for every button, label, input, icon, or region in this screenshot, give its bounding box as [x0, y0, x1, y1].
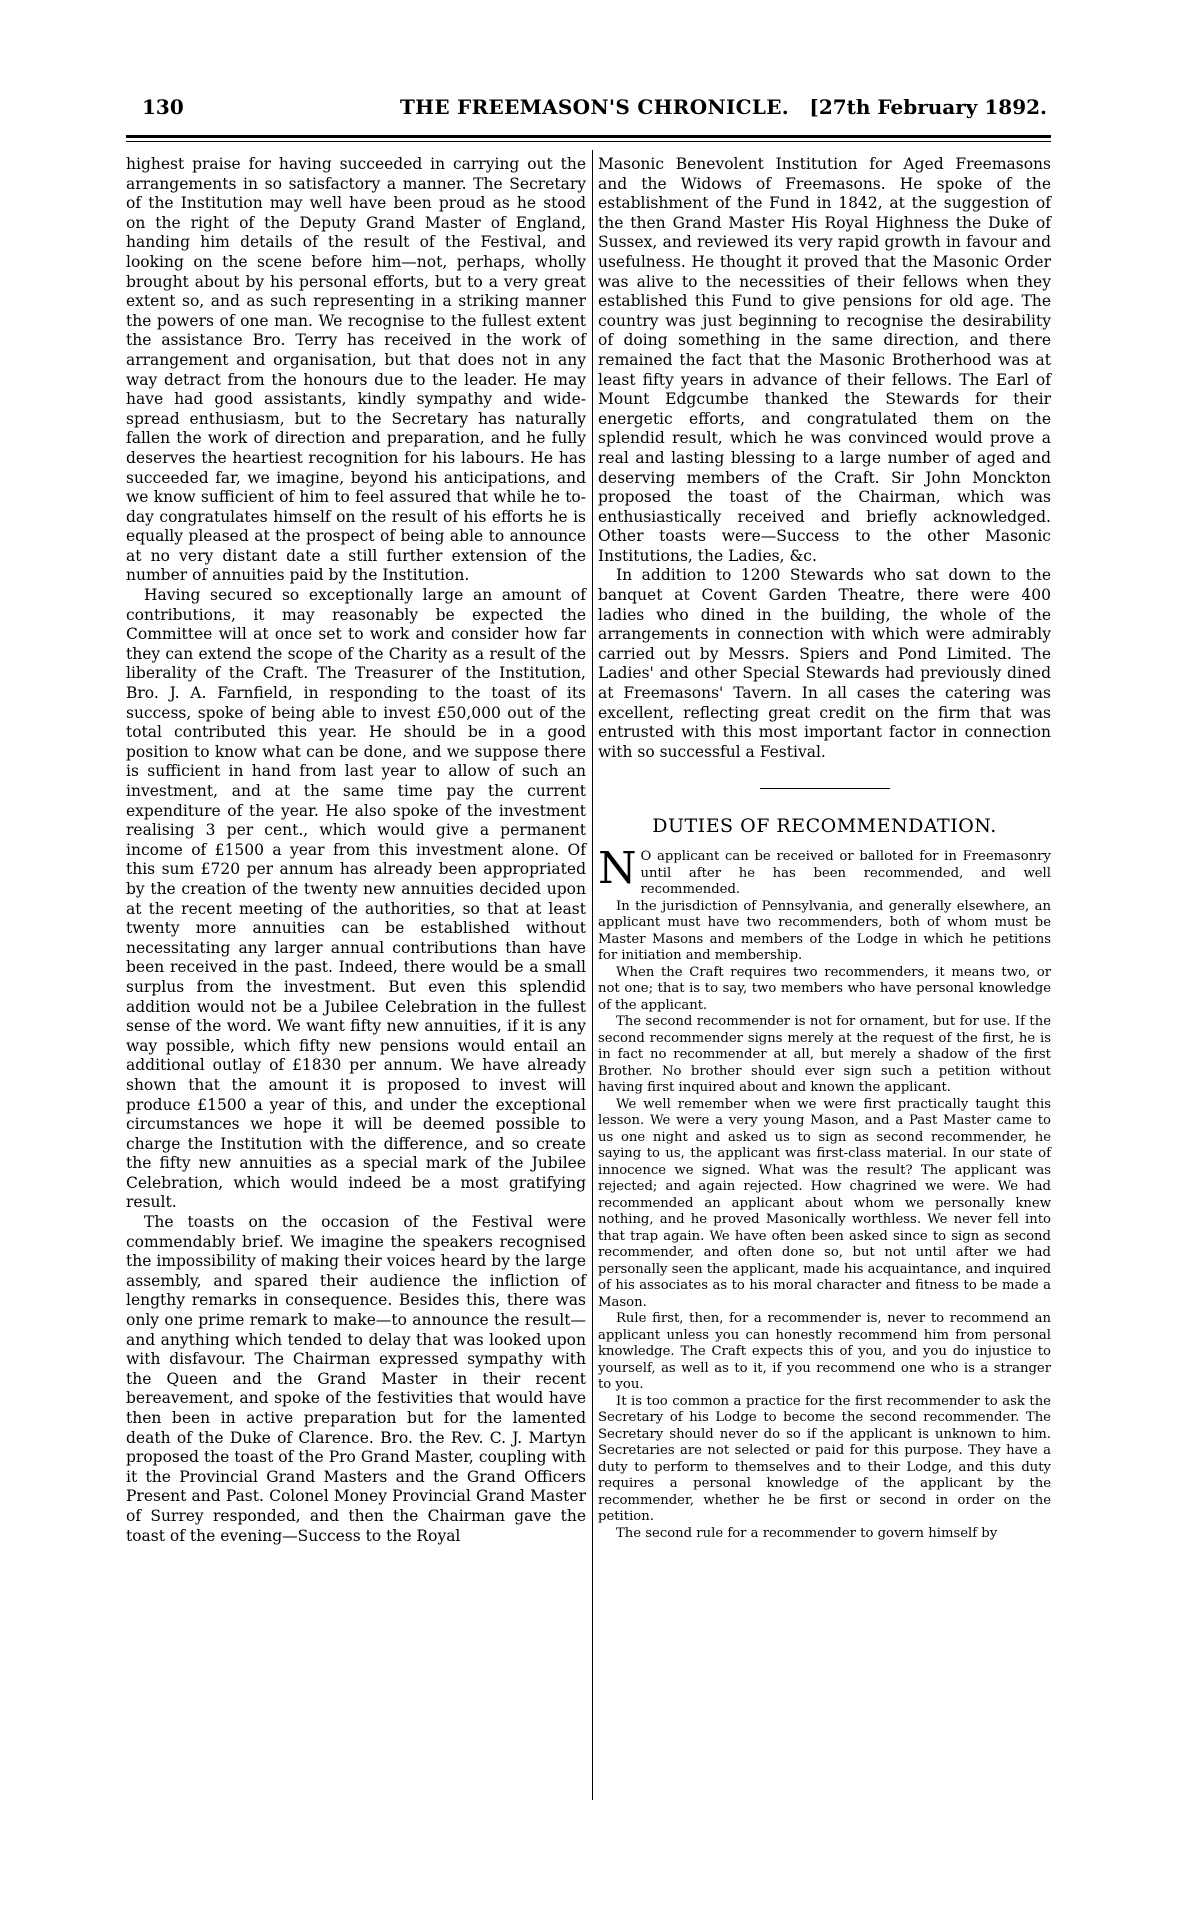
- page-header: [142, 95, 1047, 125]
- header-rule-thick: [126, 135, 1051, 138]
- article-paragraph: When the Craft requires two recommenders, it means two, or not one; that is to say, two members who have personal knowledge of the applicant.: [598, 964, 1051, 1013]
- article-paragraph: Having secured so exceptionally large an amount of contributions, it may reasonably be expected the Committee will at once set to work and consider how far they can extend the scope of the Charity as a result of the liberality of the Craft. The Treasurer of the Institution, Bro. J. A. Farnfield, in responding to the toast of its success, spoke of being able to invest £50,000 out of the total contributed this year. He should be in a good position to know what can be done, and we suppose there is sufficient in hand from last year to allow of such an investment, and at the same time pay the current expenditure of the year. He also spoke of the investment realising 3 per cent., which would give a permanent income of £1500 a year from this investment alone. Of this sum £720 per annum has already been appropriated by the creation of the twenty new annuities decided upon at the recent meeting of the authorities, so that at least twenty more annuities can be established without necessitating any larger annual contributions than have been received in the past. Indeed, there would be a small surplus from the investment. But even this splendid addition would not be a Jubilee Celebration in the fullest sense of the word. We want fifty new annuities, if it is any way possible, which fifty new pensions would entail an additional outlay of £1830 per annum. We have already shown that the amount it is proposed to invest will produce £1500 a year of this, and under the exceptional circumstances we hope it will be deemed possible to charge the Institution with the difference, and so create the fifty new annuities as a special mark of the Jubilee Celebration, which would indeed be a most gratifying result.: [126, 586, 586, 1212]
- left-column: [126, 155, 586, 1546]
- column-divider: [592, 150, 593, 1800]
- header-rule-thin: [126, 141, 1051, 142]
- article-paragraph: The toasts on the occasion of the Festival were commendably brief. We imagine the speakers recognised the impossibility of making their voices heard by the large assembly, and spared their audience the infliction of lengthy remarks in consequence. Besides this, there was only one prime remark to make—to announce the result—and anything which tended to delay that was looked upon with disfavour. The Chairman expressed sympathy with the Queen and the Grand Master in their recent bereavement, and spoke of the festivities that would have then been in active preparation but for the lamented death of the Duke of Clarence. Bro. the Rev. C. J. Martyn proposed the toast of the Pro Grand Master, coupling with it the Provincial Grand Masters and the Grand Officers Present and Past. Colonel Money Provincial Grand Master of Surrey responded, and then the Chairman gave the toast of the evening—Success to the Royal: [126, 1213, 586, 1545]
- article-paragraph: In the jurisdiction of Pennsylvania, and generally elsewhere, an applicant must have two recommenders, both of whom must be Master Masons and members of the Lodge in which he petitions for initiation and membership.: [598, 898, 1051, 964]
- publication-title: THE FREEMASON'S CHRONICLE.: [399, 95, 790, 119]
- section-title: DUTIES OF RECOMMENDATION.: [652, 815, 997, 838]
- article-paragraph: The second rule for a recommender to govern himself by: [616, 1525, 998, 1541]
- article-paragraph: The second recommender is not for ornament, but for use. If the second recommender signs merely at the request of the first, he is in fact no recommender at all, but merely a shadow of the first Brother. No brother should ever sign such a petition without having first inquired about and known the applicant.: [598, 1014, 1051, 1096]
- right-column: [598, 155, 1051, 1542]
- article-paragraph: In addition to 1200 Stewards who sat down to the banquet at Covent Garden Theatre, there were 400 ladies who dined in the building, the whole of the arrangements in connection with which were admirably carried out by Messrs. Spiers and Pond Limited. The Ladies' and other Special Stewards had previously dined at Freemasons' Tavern. In all cases the catering was excellent, reflecting great credit on the firm that was entrusted with this most important factor in connection with so successful a Festival.: [598, 566, 1051, 761]
- article-paragraph: We well remember when we were first practically taught this lesson. We were a very young Mason, and a Past Master came to us one night and asked us to sign as second recommender, he saying to us, the applicant was first-class material. In our state of innocence we signed. What was the result? The applicant was rejected; and again rejected. How chagrined we were. We had recommended an applicant about whom we personally knew nothing, and he proved Masonically worthless. We never fell into that trap again. We have often been asked since to sign as second recommender, and often done so, but not until after we had personally seen the applicant, made his acquaintance, and inquired of his associates as to his moral character and fitness to be made a Mason.: [598, 1096, 1052, 1310]
- article-paragraph: Masonic Benevolent Institution for Aged Freemasons and the Widows of Freemasons. He spoke of the establishment of the Fund in 1842, at the suggestion of the then Grand Master His Royal Highness the Duke of Sussex, and reviewed its very rapid growth in favour and usefulness. He thought it proved that the Masonic Order was alive to the necessities of their fellows when they established this Fund to give pensions for old age. The country was just beginning to recognise the desirability of doing something in the same direction, and there remained the fact that the Masonic Brotherhood was at least fifty years in advance of their fellows. The Earl of Mount Edgcumbe thanked the Stewards for their energetic efforts, and congratulated them on the splendid result, which he was convinced would prove a real and lasting blessing to a large number of aged and deserving members of the Craft. Sir John Monckton proposed the toast of the Chairman, which was enthusiastically received and briefly acknowledged. Other toasts were—Success to the other Masonic Institutions, the Ladies, &c.: [598, 155, 1051, 565]
- article-paragraph: highest praise for having succeeded in carrying out the arrangements in so satisfactory a manner. The Secretary of the Institution may well have been proud as he stood on the right of the Deputy Grand Master of England, handing him details of the result of the Festival, and looking on the scene before him—not, perhaps, wholly brought about by his personal efforts, but to a very great extent so, and as such representing in a striking manner the powers of one man. We recognise to the fullest extent the assistance Bro. Terry has received in the work of arrangement and organisation, but that does not in any way detract from the honours due to the leader. He may have had good assistants, kindly sympathy and wide-spread enthusiasm, but to the Secretary has naturally fallen the work of direction and preparation, and he fully deserves the heartiest recognition for his labours. He has succeeded far, we imagine, beyond his anticipations, and we know sufficient of him to feel assured that while he to-day congratulates himself on the result of his efforts he is equally pleased at the prospect of being able to announce at no very distant date a still further extension of the number of annuities paid by the Institution.: [126, 155, 586, 585]
- issue-date: [27th February 1892.: [809, 95, 1047, 119]
- recommendation-article: [598, 843, 1052, 1542]
- article-paragraph: It is too common a practice for the first recommender to ask the Secretary of his Lodge to become the second recommender. The Secretary should never do so if the applicant is unknown to him. Secretaries are not selected or paid for this purpose. They have a duty to perform to themselves and to their Lodge, and this duty requires a personal knowledge of the applicant by the recommender, whether he be first or second in order on the petition.: [598, 1393, 1051, 1525]
- article-paragraph: NO applicant can be received or balloted for in Freemasonry until after he has been recommended, and well recommended.: [598, 843, 1051, 898]
- article-paragraph: Rule first, then, for a recommender is, never to recommend an applicant unless you can honestly recommend him from personal knowledge. The Craft expects this of you, and you do injustice to yourself, as well as to it, if you recommend one who is a stranger to you.: [598, 1311, 1051, 1393]
- page-number: 130: [142, 95, 184, 119]
